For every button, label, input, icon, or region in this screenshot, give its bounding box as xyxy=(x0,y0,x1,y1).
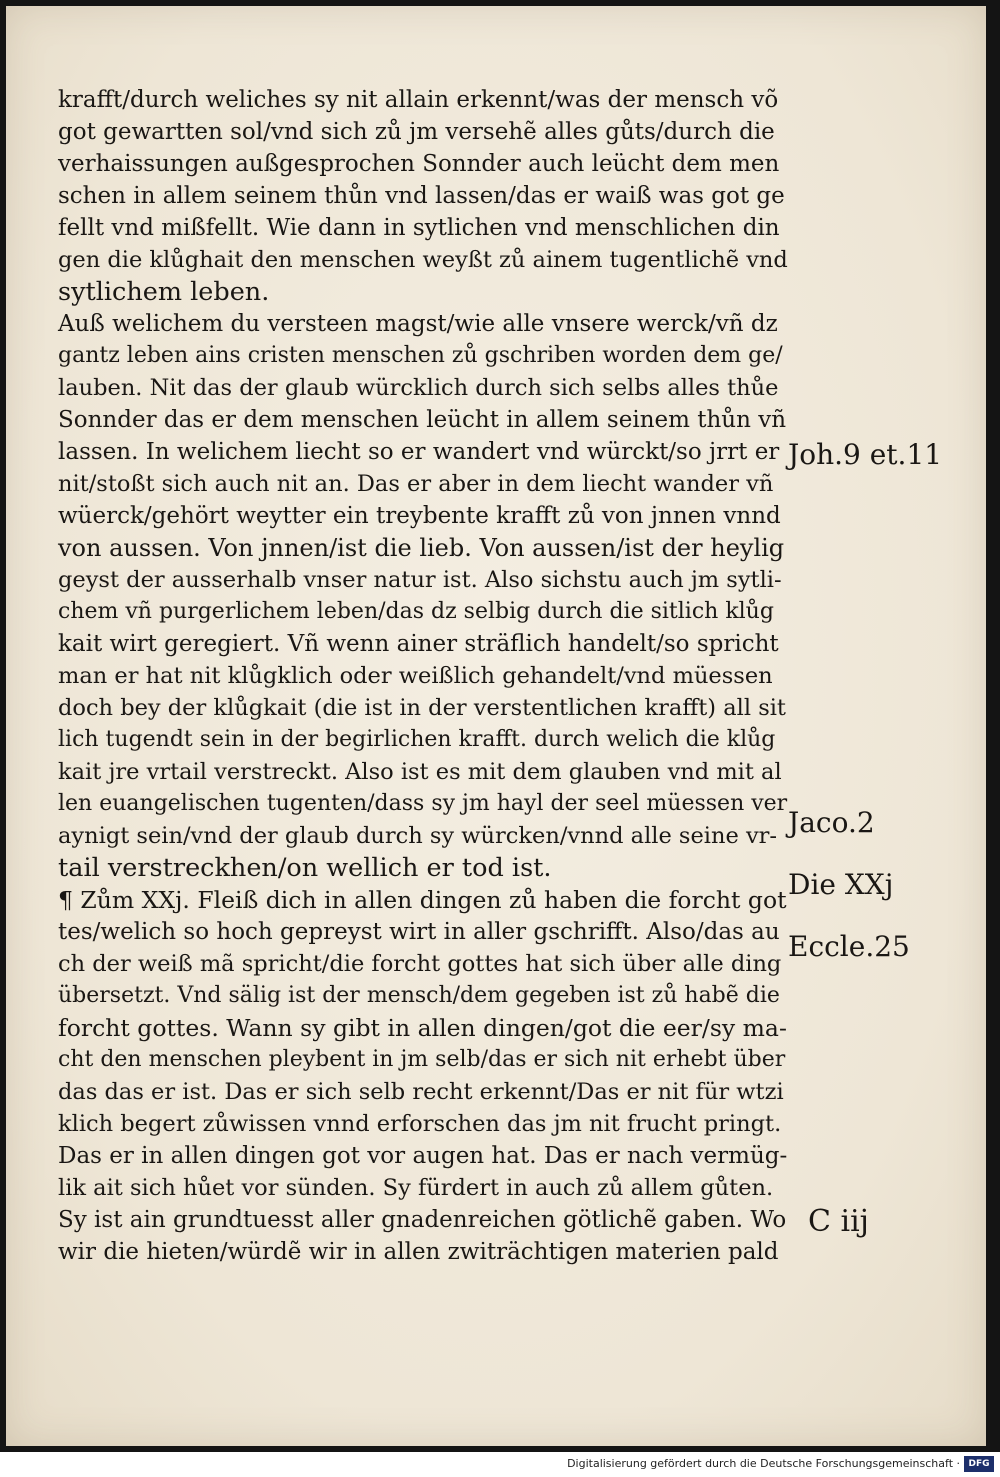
text-line: forcht gottes. Wann sy gibt in allen dingen/got die eer/sy ma- xyxy=(58,1014,787,1042)
text-line: doch bey der klůgkait (die ist in der verstentlichen krafft) all sit xyxy=(58,695,786,721)
text-line: aynigt sein/vnd der glaub durch sy würcken/vnnd alle seine vr- xyxy=(58,823,778,849)
text-line: man er hat nit klůgklich oder weißlich gehandelt/vnd müessen xyxy=(58,663,773,689)
text-line: cht den menschen pleybent in jm selb/das er sich nit erhebt über xyxy=(58,1047,786,1072)
digitization-footer xyxy=(0,1452,1000,1477)
text-line: von aussen. Von jnnen/ist die lieb. Von aussen/ist der heylig xyxy=(58,534,785,562)
margin-note-die-xxj: Die XXj xyxy=(788,868,894,901)
text-line: ch der weiß mã spricht/die forcht gottes hat sich über alle ding xyxy=(58,951,782,977)
signature-mark: C iij xyxy=(808,1204,869,1239)
footer-credit-text: Digitalisierung gefördert durch die Deutsche Forschungsgemeinschaft · xyxy=(567,1457,960,1470)
margin-note-jaco: Jaco.2 xyxy=(788,806,875,839)
text-line: Sy ist ain grundtuesst aller gnadenreichen götlichẽ gaben. Wo xyxy=(58,1207,787,1233)
text-line: got gewartten sol/vnd sich zů jm versehẽ alles gůts/durch die xyxy=(58,119,775,145)
text-line: Das er in allen dingen got vor augen hat. Das er nach vermüg- xyxy=(58,1143,788,1169)
text-line: geyst der ausserhalb vnser natur ist. Also sichstu auch jm sytli- xyxy=(58,567,782,593)
text-line: lauben. Nit das der glaub würcklich durch sich selbs alles thůe xyxy=(58,375,779,401)
margin-note-eccle: Eccle.25 xyxy=(788,930,910,963)
text-line: lassen. In welichem liecht so er wandert vnd würckt/so jrrt er xyxy=(58,439,780,465)
text-line: Sonnder das er dem menschen leücht in allem seinem thůn vñ xyxy=(58,407,787,433)
page-body-text xyxy=(58,84,788,1268)
text-line: fellt vnd mißfellt. Wie dann in sytlichen vnd menschlichen din xyxy=(58,215,780,241)
text-line: das das er ist. Das er sich selb recht erkennt/Das er nit für wtzi xyxy=(58,1079,784,1105)
text-line: gen die klůghait den menschen weyßt zů ainem tugentlichẽ vnd xyxy=(58,247,788,273)
text-line: übersetzt. Vnd sälig ist der mensch/dem gegeben ist zů habẽ die xyxy=(58,983,780,1008)
dfg-logo-icon: DFG xyxy=(964,1456,994,1472)
text-line: len euangelischen tugenten/dass sy jm hayl der seel müessen ver xyxy=(58,791,788,816)
text-line: Auß welichem du versteen magst/wie alle vnsere werck/vñ dz xyxy=(58,311,778,337)
text-line: tail verstreckhen/on wellich er tod ist. xyxy=(58,853,552,883)
text-line: chem vñ purgerlichem leben/das dz selbig durch die sitlich klůg xyxy=(58,599,774,624)
text-line: tes/welich so hoch gepreyst wirt in aller gschrifft. Also/das au xyxy=(58,919,780,945)
text-line: schen in allem seinem thůn vnd lassen/das er waiß was got ge xyxy=(58,183,785,209)
text-line: krafft/durch weliches sy nit allain erkennt/was der mensch võ xyxy=(58,87,779,113)
text-line: wir die hieten/würdẽ wir in allen zwiträchtigen materien pald xyxy=(58,1239,779,1265)
text-line: sytlichem leben. xyxy=(58,277,270,307)
text-line: lich tugendt sein in der begirlichen krafft. durch welich die klůg xyxy=(58,727,776,752)
book-page xyxy=(6,6,986,1446)
text-line: verhaissungen außgesprochen Sonnder auch leücht dem men xyxy=(58,151,780,177)
margin-note-joh: Joh.9 et.11 xyxy=(788,438,943,471)
text-line: ¶ Zům XXj. Fleiß dich in allen dingen zů haben die forcht got xyxy=(58,886,787,914)
text-line: lik ait sich hůet vor sünden. Sy fürdert in auch zů allem gůten. xyxy=(58,1175,774,1201)
text-line: gantz leben ains cristen menschen zů gschriben worden dem ge/ xyxy=(58,343,783,368)
text-line: klich begert zůwissen vnnd erforschen das jm nit frucht pringt. xyxy=(58,1111,782,1137)
text-line: nit/stoßt sich auch nit an. Das er aber in dem liecht wander vñ xyxy=(58,471,774,497)
text-line: wüerck/gehört weytter ein treybente krafft zů von jnnen vnnd xyxy=(58,503,781,529)
text-line: kait wirt geregiert. Vñ wenn ainer sträflich handelt/so spricht xyxy=(58,631,779,657)
text-line: kait jre vrtail verstreckt. Also ist es mit dem glauben vnd mit al xyxy=(58,759,782,785)
